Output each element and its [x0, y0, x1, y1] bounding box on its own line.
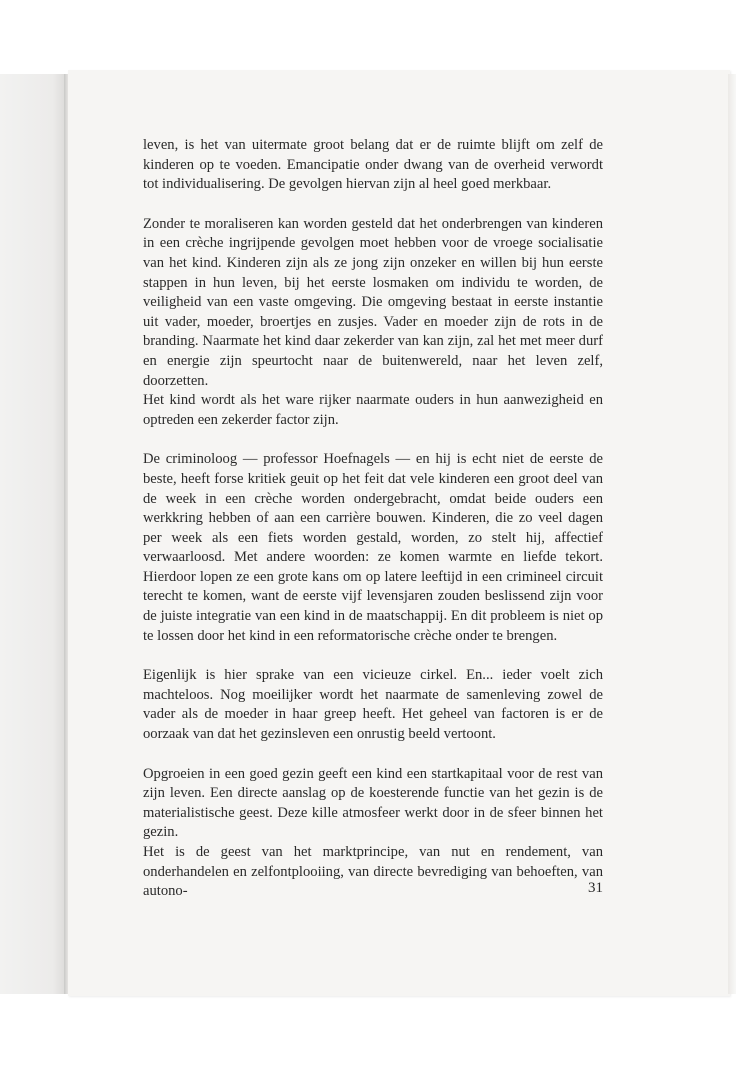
left-page-edge	[0, 74, 66, 994]
paragraph-1: leven, is het van uitermate groot belang dat er de ruimte blijft om zelf de kinderen op te voeden. Emancipatie onder dwang van de overheid verwordt tot individualisering. De gevolgen hiervan zijn al heel goed merkbaar.	[143, 137, 603, 193]
paragraph-6: Opgroeien in een goed gezin geeft een kind een startkapitaal voor de rest van zijn leven. Een directe aanslag op de koesterende functie van het gezin is de materialistische geest. Deze kille atmosfeer werkt door in de sfeer binnen het gezin.	[143, 765, 603, 841]
right-page-edge	[728, 74, 736, 994]
body-text	[143, 136, 603, 902]
paragraph-4: De criminoloog — professor Hoefnagels — en hij is echt niet de eerste de beste, heeft forse kritiek geuit op het feit dat vele kinderen een groot deel van de week in een crèche worden ondergebracht, omdat beide ouders een werkkring hebben of aan een carrière bouwen. Kinderen, die zo veel dagen per week als een fiets worden gestald, worden, zo stelt hij, affectief verwaarloosd. Met andere woorden: ze komen warmte en liefde tekort. Hierdoor lopen ze een grote kans om op latere leeftijd in een crimineel circuit terecht te komen, want de eerste vijf levensjaren zouden beslissend zijn voor de juiste integratie van een kind in de maatschappij. En dit probleem is niet op te lossen door het kind in een reformatorische crèche onder te brengen.	[143, 451, 603, 644]
paragraph-5: Eigenlijk is hier sprake van een vicieuze cirkel. En... ieder voelt zich machteloos. Nog moeilijker wordt het naarmate de samenleving zowel de vader als de moeder in haar greep heeft. Het geheel van factoren is er de oorzaak van dat het gezinsleven een onrustig beeld vertoont.	[143, 667, 603, 743]
paragraph-2: Zonder te moraliseren kan worden gesteld dat het onderbrengen van kinderen in een crèche ingrijpende gevolgen moet hebben voor de vroege socialisatie van het kind. Kinderen zijn als ze jong zijn onzeker en willen bij hun eerste stappen in hun leven, bij het eerste losmaken om individu te worden, de veiligheid van een vaste omgeving. Die omgeving bestaat in eerste instantie uit vader, moeder, broertjes en zusjes. Vader en moeder zijn de rots in de branding. Naarmate het kind daar zekerder van kan zijn, zal het met meer durf en energie zijn speurtocht naar de buitenwereld, naar het leven zelf, doorzetten.	[143, 215, 603, 389]
page-number: 31	[588, 880, 603, 896]
paragraph-3: Het kind wordt als het ware rijker naarmate ouders in hun aanwezigheid en optreden een zekerder factor zijn.	[143, 392, 603, 428]
paragraph-7: Het is de geest van het marktprincipe, van nut en rendement, van onderhandelen en zelfontplooiing, van directe bevrediging van behoeften, van autono-	[143, 844, 603, 900]
